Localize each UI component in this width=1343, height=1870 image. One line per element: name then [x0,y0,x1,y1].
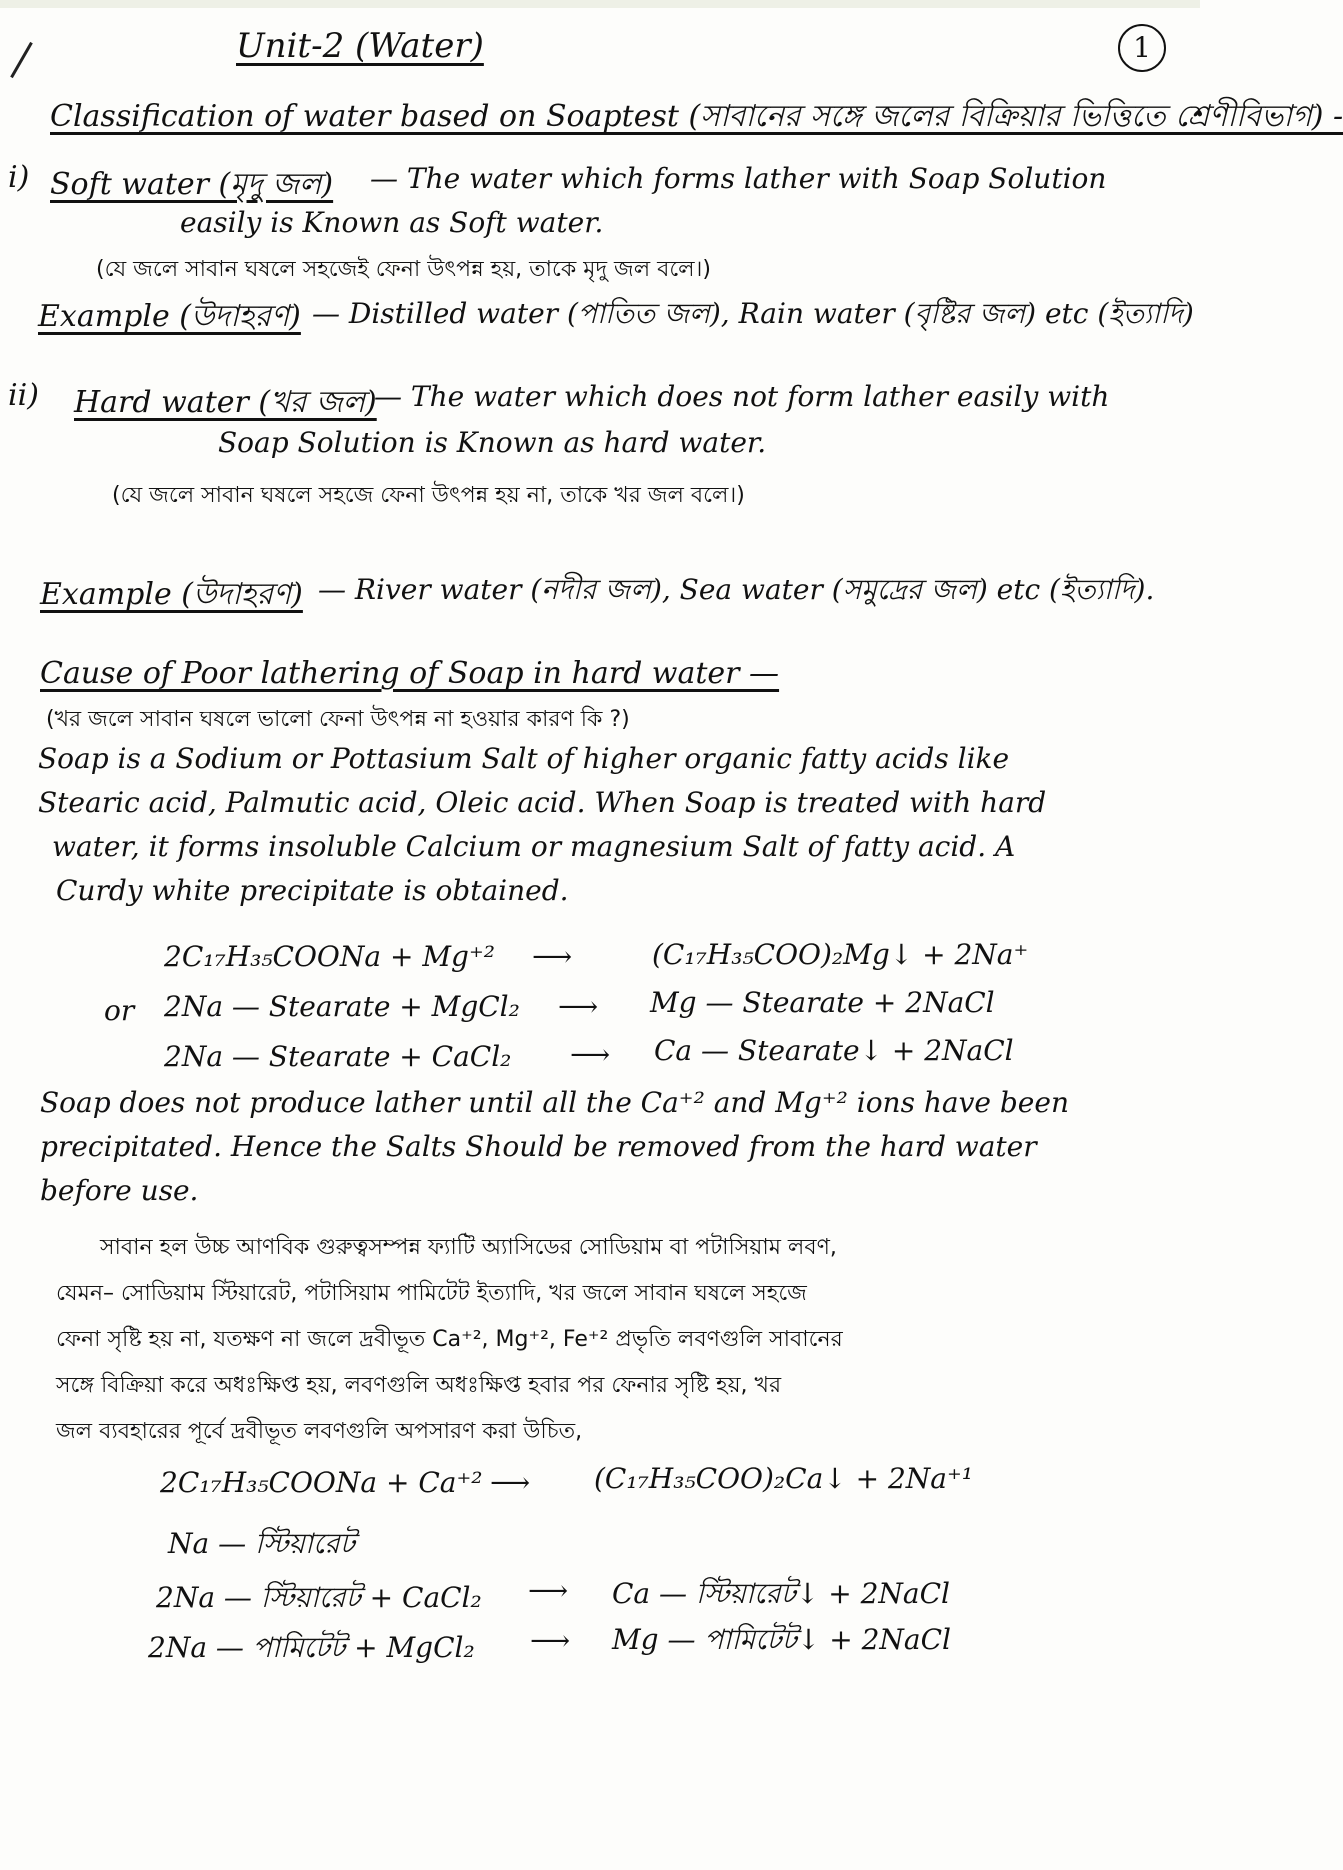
reaction-b3-left: 2Na — স্টিয়ারেট + CaCl₂ [156,1581,482,1614]
reaction-1-right: (C₁₇H₃₅COO)₂Mg↓ + 2Na⁺ [652,938,1029,971]
top-edge [0,0,1200,8]
cause-paragraph-line: Curdy white precipitate is obtained. [56,874,569,907]
bengali-explanation-line: ফেনা সৃষ্টি হয় না, যতক্ষণ না জলে দ্রবীভূত Ca⁺², Mg⁺², Fe⁺² প্রভৃতি লবণগুলি সাবানের [56,1327,843,1352]
hard-water-term: Hard water (খর জল) [74,385,377,420]
reaction-b4-right: Mg — পামিটেট↓ + 2NaCl [612,1623,951,1656]
hard-water-bengali: (যে জলে সাবান ঘষলে সহজে ফেনা উৎপন্ন হয় না, তাকে খর জল বলে।) [112,483,745,508]
reaction-b3-right: Ca — স্টিয়ারেট↓ + 2NaCl [612,1577,950,1610]
soft-water-example-label: Example (উদাহরণ) [38,299,301,334]
soft-water-term: Soft water (মৃদু জল) [50,167,334,202]
reaction-1-left: 2C₁₇H₃₅COONa + Mg⁺² [164,940,495,973]
hard-water-example-label: Example (উদাহরণ) [40,577,303,612]
soft-water-example-text: — Distilled water (পাতিত জল), Rain water (বৃষ্টির জল) etc (ইত্যাদি) [312,297,1194,330]
soft-water-marker: i) [8,160,30,195]
reaction-2-right: Mg — Stearate + 2NaCl [650,986,995,1019]
hard-water-example-text: — River water (নদীর জল), Sea water (সমুদ্রের জল) etc (ইত্যাদি). [318,573,1155,606]
hard-water-marker: ii) [8,378,39,413]
page-title: Unit-2 (Water) [236,26,484,66]
cause-paragraph-line: Soap is a Sodium or Pottasium Salt of higher organic fatty acids like [38,742,1010,775]
reaction-b1-left: 2C₁₇H₃₅COONa + Ca⁺² [160,1466,483,1499]
reaction-2-left: 2Na — Stearate + MgCl₂ [164,990,520,1023]
reaction-arrow: ⟶ [570,1038,611,1071]
reaction-arrow: ⟶ [528,1574,569,1607]
conclusion-line: before use. [40,1174,199,1207]
bengali-explanation-line: জল ব্যবহারের পূর্বে দ্রবীভূত লবণগুলি অপসারণ করা উচিত, [56,1419,583,1444]
bengali-explanation-line: যেমন– সোডিয়াম স্টিয়ারেট, পটাসিয়াম পামিটেট ইত্যাদি, খর জলে সাবান ঘষলে সহজে [56,1281,807,1306]
reaction-arrow: ⟶ [530,1624,571,1657]
reaction-arrow: ⟶ [558,990,599,1023]
bengali-explanation-line: সঙ্গে বিক্রিয়া করে অধঃক্ষিপ্ত হয়, লবণগুলি অধঃক্ষিপ্ত হবার পর ফেনার সৃষ্টি হয়, খর [56,1373,782,1398]
soft-water-bengali: (যে জলে সাবান ঘষলে সহজেই ফেনা উৎপন্ন হয়, তাকে মৃদু জল বলে।) [96,257,712,282]
reaction-b2: Na — স্টিয়ারেট [168,1527,355,1560]
soft-water-definition-1: — The water which forms lather with Soap Solution [370,162,1107,195]
conclusion-line: Soap does not produce lather until all the Ca⁺² and Mg⁺² ions have been [40,1086,1069,1119]
cause-heading: Cause of Poor lathering of Soap in hard water — [40,656,780,691]
reaction-arrow: ⟶ [532,940,573,973]
classification-heading: Classification of water based on Soaptest (সাবানের সঙ্গে জলের বিক্রিয়ার ভিত্তিতে শ্রেণীবিভাগ) - [50,99,1343,134]
cause-bengali-heading: (খর জলে সাবান ঘষলে ভালো ফেনা উৎপন্ন না হওয়ার কারণ কি ?) [46,707,630,732]
hard-water-definition-1: — The water which does not form lather easily with [374,380,1110,413]
reaction-arrow: ⟶ [490,1466,531,1499]
or-label: or [104,994,135,1027]
hard-water-definition-2: Soap Solution is Known as hard water. [218,426,767,459]
soft-water-definition-2: easily is Known as Soft water. [180,206,604,239]
page-number: 1 [1118,24,1166,72]
cause-paragraph-line: water, it forms insoluble Calcium or magnesium Salt of fatty acid. A [52,830,1016,863]
reaction-b4-left: 2Na — পামিটেট + MgCl₂ [148,1631,475,1664]
bengali-explanation-line: সাবান হল উচ্চ আণবিক গুরুত্বসম্পন্ন ফ্যাটি অ্যাসিডের সোডিয়াম বা পটাসিয়াম লবণ, [100,1235,837,1260]
margin-tick-mark [10,42,33,78]
conclusion-line: precipitated. Hence the Salts Should be removed from the hard water [40,1130,1037,1163]
reaction-3-right: Ca — Stearate↓ + 2NaCl [654,1034,1014,1067]
reaction-3-left: 2Na — Stearate + CaCl₂ [164,1040,512,1073]
reaction-b1-right: (C₁₇H₃₅COO)₂Ca↓ + 2Na⁺¹ [594,1462,973,1495]
cause-paragraph-line: Stearic acid, Palmutic acid, Oleic acid. When Soap is treated with hard [38,786,1047,819]
